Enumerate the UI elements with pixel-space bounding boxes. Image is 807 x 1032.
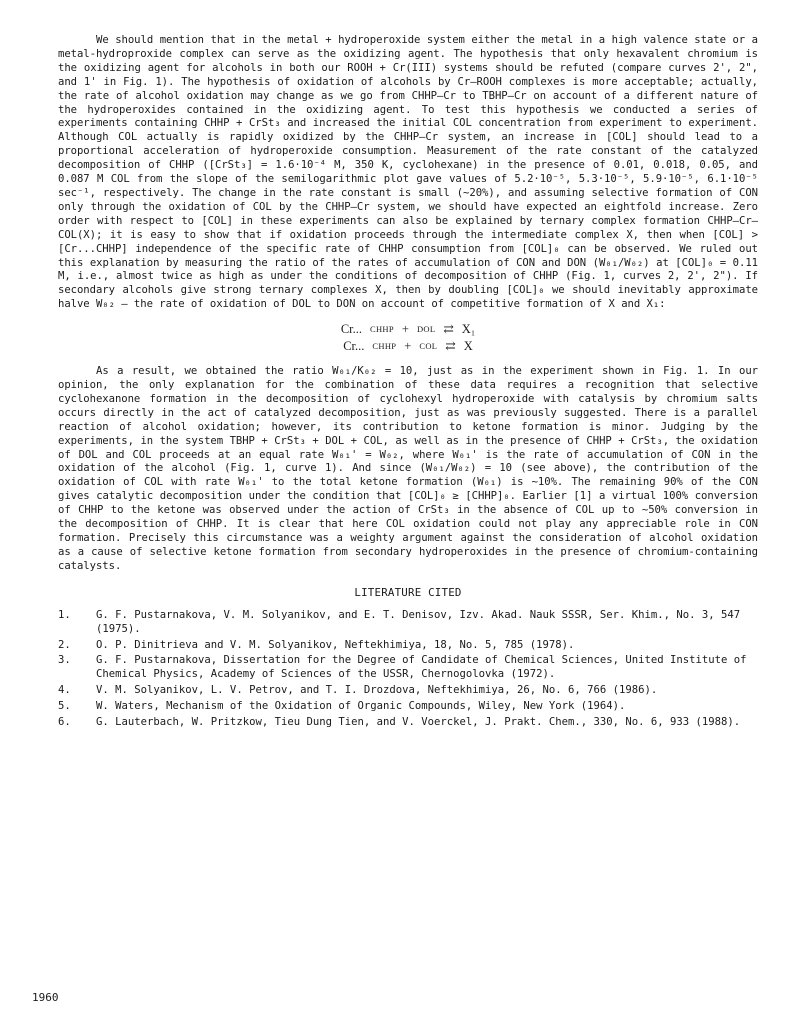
reference-item <box>58 654 758 682</box>
reference-text: G. F. Pustarnakova, V. M. Solyanikov, and E. T. Denisov, Izv. Akad. Nauk SSSR, Ser. Khim., No. 3, 547 (1975). <box>96 608 741 635</box>
eq-lhs: Cr... <box>340 322 362 337</box>
reference-list <box>58 609 758 730</box>
eq-reactant: DOL <box>416 324 436 335</box>
eq-plus: + <box>404 339 412 354</box>
document-page <box>58 34 758 732</box>
reference-number: 2. <box>58 638 71 651</box>
reference-item <box>58 639 758 653</box>
reference-text: O. P. Dinitrieva and V. M. Solyanikov, Neftekhimiya, 18, No. 5, 785 (1978). <box>96 638 575 651</box>
page-number: 1960 <box>32 991 59 1004</box>
eq-species: CHHP <box>370 324 394 335</box>
eq-arrow: ⇄ <box>443 322 454 337</box>
reference-text: G. F. Pustarnakova, Dissertation for the Degree of Candidate of Chemical Sciences, United Institute of Chemical Physics, Academy of Sciences of the USSR, Chernogolovka (1972). <box>96 654 747 681</box>
reference-item <box>58 609 758 637</box>
reference-number: 6. <box>58 716 71 729</box>
eq-lhs: Cr... <box>343 339 365 354</box>
reference-text: W. Waters, Mechanism of the Oxidation of Organic Compounds, Wiley, New York (1964). <box>96 700 626 713</box>
reference-number: 3. <box>58 654 71 667</box>
eq-plus: + <box>401 322 409 337</box>
reference-text: V. M. Solyanikov, L. V. Petrov, and T. I. Drozdova, Neftekhimiya, 26, No. 6, 766 (1986). <box>96 684 658 697</box>
reference-number: 1. <box>58 608 71 621</box>
reference-text: G. Lauterbach, W. Pritzkow, Tieu Dung Tien, and V. Voerckel, J. Prakt. Chem., 330, No. 6, 933 (1988). <box>96 716 741 729</box>
literature-heading: LITERATURE CITED <box>354 585 462 599</box>
eq-reactant: COL <box>419 341 438 352</box>
equation-block <box>58 321 758 355</box>
equation-col <box>58 338 758 355</box>
eq-species: CHHP <box>372 341 397 352</box>
reference-item <box>58 700 758 714</box>
body-paragraph-1: We should mention that in the metal + hydroperoxide system either the metal in a high valence state or a metal-hydroproxide complex can serve as the oxidizing agent. The hypothesis that only hexavalent chromium is the oxidizing agent for alcohols in both our ROOH + Cr(III) systems should be refuted (compare curves 2', 2", and 1' in Fig. 1). The hypothesis of oxidation of alcohols by Cr—ROOH complexes is more acceptable; actually, the rate of alcohol oxidation may change as we go from CHHP—Cr to TBHP—Cr on account of a different nature of the hydroperoxides contained in the oxidizing agent. To test this hypothesis we conducted a series of experiments containing CHHP + CrSt₃ and increased the initial COL concentration from experiment to experiment. Although COL actually is rapidly oxidized by the CHHP—Cr system, an increase in [COL] should lead to a proportional acceleration of hydroperoxide consumption. Measurement of the rate constant of the catalyzed decomposition of CHHP ([CrSt₃] = 1.6·10⁻⁴ M, 350 K, cyclohexane) in the presence of 0.01, 0.018, 0.05, and 0.087 M COL from the slope of the semilogarithmic plot gave values of 5.2·10⁻⁵, 5.3·10⁻⁵, 5.9·10⁻⁵, 6.1·10⁻⁵ sec⁻¹, respectively. The change in the rate constant is small (~20%), and assuming selective formation of CON only through the oxidation of COL by the CHHP—Cr system, we should have expected an eightfold increase. Zero order with respect to [COL] in these experiments can also be explained by ternary complex formation CHHP—Cr—COL(X); it is easy to show that if oxidation proceeds through the intermediate complex X, then when [COL] > [Cr...CHHP] independence of the specific rate of CHHP consumption from [COL]₀ can be observed. We ruled out this explanation by measuring the ratio of the rates of accumulation of CON and DON (W₀₁/W₀₂) at [COL]₀ = 0.11 M, i.e., almost twice as high as under the conditions of decomposition of CHHP (Fig. 1, curves 2, 2', 2"). If secondary alcohols give strong ternary complexes X, then by doubling [COL]₀ we should inevitably approximate halve W₀₂ — the rate of oxidation of DOL to DON on account of competitive formation of X and X₁: <box>58 34 758 311</box>
reference-item <box>58 716 758 730</box>
eq-arrow: ⇄ <box>445 339 456 354</box>
reference-item <box>58 684 758 698</box>
body-paragraph-2: As a result, we obtained the ratio W₀₁/K₀₂ = 10, just as in the experiment shown in Fig. 1. In our opinion, the only explanation for the combination of these data requires a recognition that selective cyclohexanone formation in the decomposition of cyclohexyl hydroperoxide with catalysis by chromium salts occurs directly in the act of catalyzed decomposition, just as was previously suggested. There is a parallel reaction of alcohol oxidation; however, its contribution to ketone formation is minor. Judging by the experiments, in the system TBHP + CrSt₃ + DOL + COL, as well as in the presence of CHHP + CrSt₃, the oxidation of DOL and COL proceeds at an equal rate W₀₁' = W₀₂, where W₀₁' is the rate of accumulation of CON in the oxidation of the alcohol (Fig. 1, curve 1). And since (W₀₁/W₀₂) = 10 (see above), the contribution of the oxidation of COL with rate W₀₁' to the total ketone formation (W₀₁) is ~10%. The remaining 90% of the CON gives catalytic decomposition under the condition that [COL]₀ ≥ [CHHP]₀. Earlier [1] a virtual 100% conversion of CHHP to the ketone was observed under the action of CrSt₃ in the absence of COL up to ~50% conversion in the decomposition of CHHP. It is clear that here COL oxidation could not play any appreciable role in CON formation. Precisely this circumstance was a weighty argument against the consideration of alcohol oxidation as a cause of selective ketone formation from secondary hydroperoxides in the presence of chromium-containing catalysts. <box>58 365 758 572</box>
eq-product: X₁ <box>461 322 476 337</box>
reference-number: 4. <box>58 684 71 697</box>
reference-number: 5. <box>58 700 71 713</box>
eq-product: X <box>463 339 473 354</box>
equation-dol <box>58 321 758 338</box>
